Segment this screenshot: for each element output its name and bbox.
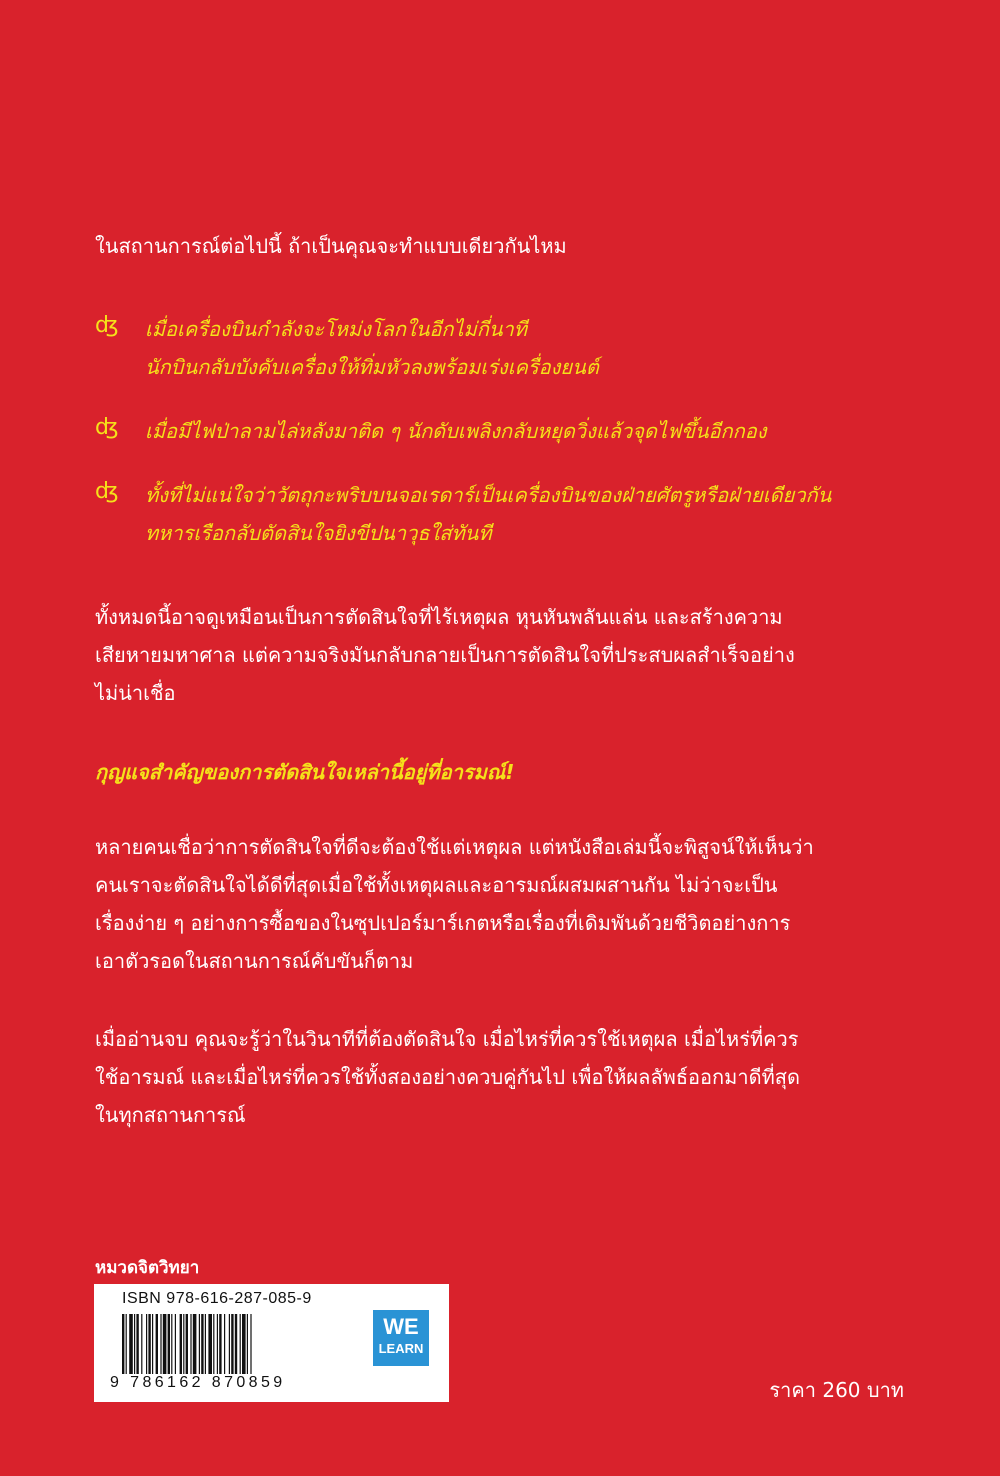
paragraph-conclusion: เมื่ออ่านจบ คุณจะรู้ว่าในวินาทีที่ต้องตัดสินใจ เมื่อไหร่ที่ควรใช้เหตุผล เมื่อไหร่ที่ควร ใช้อารมณ์ และเมื่อไหร่ที่ควรใช้ทั้งสองอย่างควบคู่กันไป เพื่อให้ผลลัพธ์ออกมาดีที่สุด ในทุกสถานการณ์ bbox=[95, 1027, 800, 1127]
scenario-text: เมื่อเครื่องบินกำลังจะโหม่งโลกในอีกไม่กี่นาที นักบินกลับบังคับเครื่องให้ทิ่มหัวลงพร้อมเร่งเครื่องยนต์ bbox=[145, 317, 599, 379]
bullet-ornament-icon: ʤ bbox=[95, 313, 119, 338]
barcode-bar bbox=[205, 1314, 206, 1374]
barcode-bar bbox=[180, 1314, 182, 1374]
barcode-bar bbox=[193, 1314, 197, 1374]
list-item bbox=[95, 476, 905, 552]
barcode-bar bbox=[186, 1314, 188, 1374]
list-item bbox=[95, 412, 905, 450]
scenario-text: ทั้งที่ไม่แน่ใจว่าวัตถุกะพริบบนจอเรดาร์เป็นเครื่องบินของฝ่ายศัตรูหรือฝ่ายเดียวกัน ทหารเรือกลับตัดสินใจยิงขีปนาวุธใส่ทันที bbox=[145, 483, 832, 545]
barcode-bar bbox=[247, 1314, 248, 1374]
barcode-bar bbox=[250, 1314, 251, 1374]
barcode-bar bbox=[224, 1314, 225, 1374]
key-statement: กุญแจสำคัญของการตัดสินใจเหล่านี้อยู่ที่อารมณ์! bbox=[95, 760, 515, 784]
logo-line-2: LEARN bbox=[378, 1341, 424, 1356]
intro-question: ในสถานการณ์ต่อไปนี้ ถ้าเป็นคุณจะทำแบบเดียวกันไหม bbox=[95, 234, 567, 258]
barcode-bar bbox=[217, 1314, 218, 1374]
barcode-digits: 9 786162 870859 bbox=[110, 1374, 286, 1391]
barcode-bar bbox=[175, 1314, 176, 1374]
barcode-bar bbox=[199, 1314, 200, 1374]
logo-line-1: WE bbox=[383, 1314, 419, 1339]
barcode-bar bbox=[190, 1314, 191, 1374]
barcode-bar bbox=[129, 1314, 133, 1374]
barcode-bar bbox=[240, 1314, 241, 1374]
paragraph-thesis: หลายคนเชื่อว่าการตัดสินใจที่ดีจะต้องใช้แต่เหตุผล แต่หนังสือเล่มนี้จะพิสูจน์ให้เห็นว่า คนเราจะตัดสินใจได้ดีที่สุดเมื่อใช้ทั้งเหตุผลและอารมณ์ผสมผสานกัน ไม่ว่าจะเป็น เรื่องง่าย ๆ อย่างการซื้อของในซุปเปอร์มาร์เกตหรือเรื่องที่เดิมพันด้วยชีวิตอย่างการ เอาตัวรอดในสถานการณ์คับขันก็ตาม bbox=[95, 835, 814, 973]
barcode-bar bbox=[171, 1314, 172, 1374]
barcode-bar bbox=[168, 1314, 170, 1374]
barcode-bar bbox=[134, 1314, 135, 1374]
barcode-bar bbox=[201, 1314, 203, 1374]
publisher-logo bbox=[373, 1310, 429, 1366]
bullet-ornament-icon: ʤ bbox=[95, 415, 119, 440]
bullet-ornament-icon: ʤ bbox=[95, 479, 119, 504]
barcode-bar bbox=[219, 1314, 221, 1374]
category-label: หมวดจิตวิทยา bbox=[95, 1258, 200, 1278]
barcode-bar bbox=[213, 1314, 214, 1374]
barcode-bar bbox=[141, 1314, 142, 1374]
price-label: ราคา 260 บาท bbox=[769, 1378, 904, 1402]
barcode-bar bbox=[152, 1314, 153, 1374]
barcode-bar bbox=[136, 1314, 138, 1374]
barcode-bar bbox=[156, 1314, 158, 1374]
barcode-panel bbox=[94, 1284, 449, 1402]
barcode-bar bbox=[231, 1314, 233, 1374]
barcode-bar bbox=[146, 1314, 147, 1374]
barcode-bar bbox=[122, 1314, 124, 1374]
isbn-label: ISBN 978-616-287-085-9 bbox=[122, 1290, 312, 1307]
paragraph-summary: ทั้งหมดนี้อาจดูเหมือนเป็นการตัดสินใจที่ไร้เหตุผล หุนหันพลันแล่น และสร้างความ เสียหายมหาศาล แต่ความจริงมันกลับกลายเป็นการตัดสินใจที่ประสบผลสำเร็จอย่าง ไม่น่าเชื่อ bbox=[95, 605, 795, 705]
barcode-bar bbox=[126, 1314, 127, 1374]
barcode-icon bbox=[122, 1314, 354, 1374]
scenario-list bbox=[95, 310, 905, 578]
barcode-bar bbox=[242, 1314, 246, 1374]
barcode-bar bbox=[229, 1314, 230, 1374]
barcode-bar bbox=[208, 1314, 212, 1374]
list-item bbox=[95, 310, 905, 386]
barcode-bar bbox=[235, 1314, 237, 1374]
barcode-bar bbox=[163, 1314, 167, 1374]
scenario-text: เมื่อมีไฟป่าลามไล่หลังมาติด ๆ นักดับเพลิงกลับหยุดวิ่งแล้วจุดไฟขึ้นอีกกอง bbox=[145, 419, 767, 443]
barcode-bar bbox=[183, 1314, 184, 1374]
barcode-bar bbox=[160, 1314, 161, 1374]
barcode-bar bbox=[148, 1314, 150, 1374]
